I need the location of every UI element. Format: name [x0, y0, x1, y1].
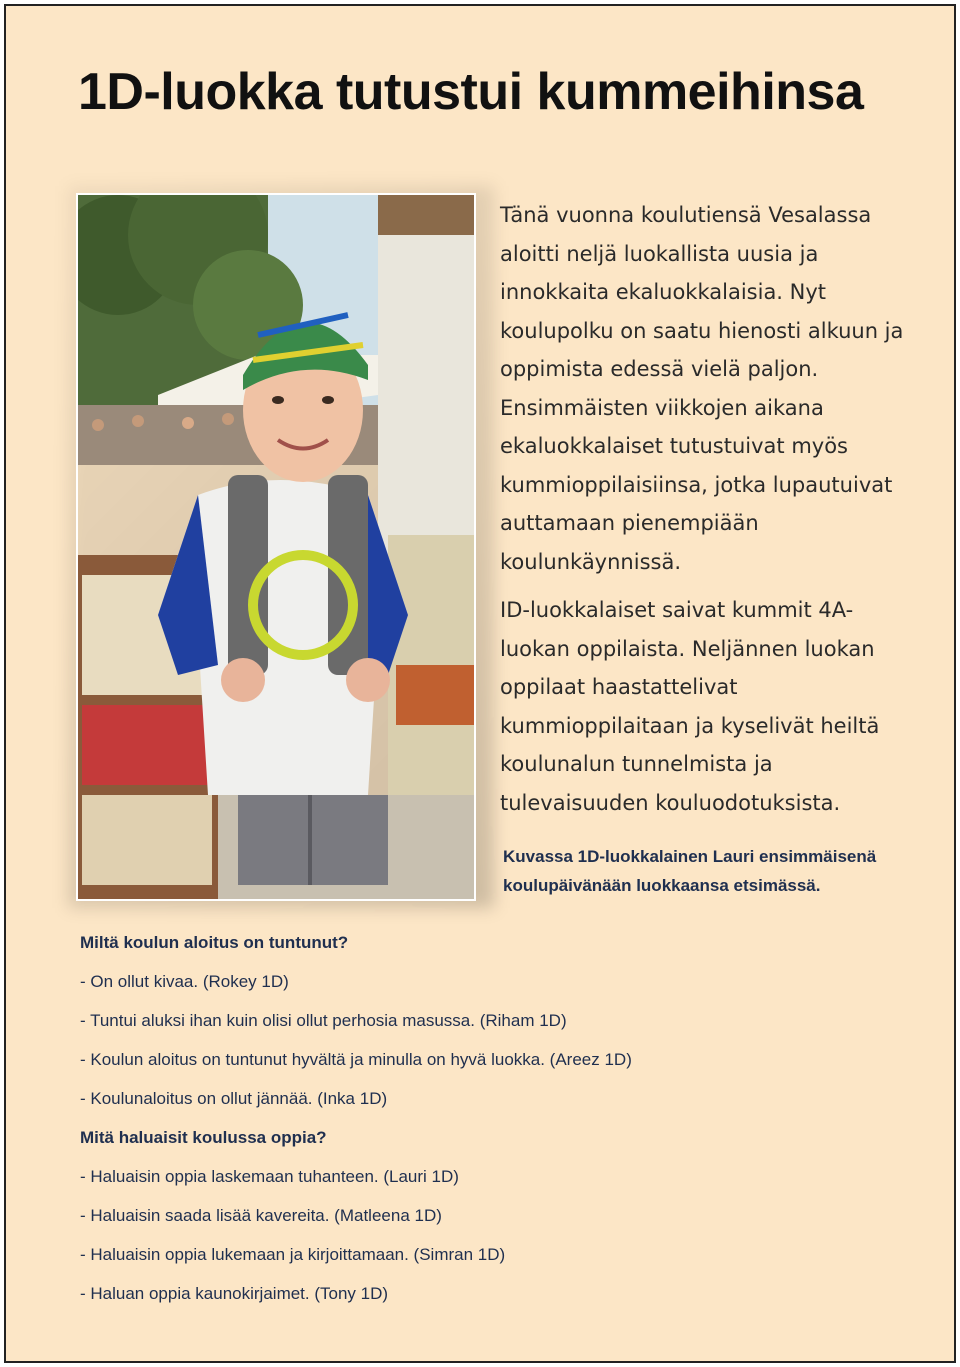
- intro-paragraph-1: Tänä vuonna koulutiensä Vesalassa aloitti neljä luokallista uusia ja innokkaita ekaluokkalaisia. Nyt koulupolku on saatu hienosti alkuun ja oppimista edessä vielä paljon. Ensimmäisten viikkojen aikana ekaluokkalaiset tutustuivat myös kummioppilaisiinsa, jotka lupautuivat auttamaan pienempiään koulunkäynnissä.: [500, 203, 904, 574]
- answer-line: - Koulunaloitus on ollut jännää. (Inka 1D): [80, 1089, 388, 1108]
- answer-line: - Haluaisin oppia laskemaan tuhanteen. (Lauri 1D): [80, 1167, 459, 1186]
- answer-line: - On ollut kivaa. (Rokey 1D): [80, 972, 289, 991]
- article-title: 1D-luokka tutustui kummeihinsa: [78, 63, 864, 121]
- photo-caption: Kuvassa 1D-luokkalainen Lauri ensimmäisenä koulupäivänään luokkaansa etsimässä.: [503, 847, 877, 895]
- interview-section: [80, 930, 920, 1320]
- question-heading: Miltä koulun aloitus on tuntunut?: [80, 933, 349, 952]
- answer-line: - Haluan oppia kaunokirjaimet. (Tony 1D): [80, 1284, 389, 1303]
- question-heading: Mitä haluaisit koulussa oppia?: [80, 1128, 327, 1147]
- article-photo: [76, 193, 476, 901]
- answer-line: - Koulun aloitus on tuntunut hyvältä ja minulla on hyvä luokka. (Areez 1D): [80, 1050, 632, 1069]
- answer-line: - Tuntui aluksi ihan kuin olisi ollut perhosia masussa. (Riham 1D): [80, 1011, 567, 1030]
- answer-line: - Haluaisin saada lisää kavereita. (Matleena 1D): [80, 1206, 442, 1225]
- boy-with-backpack-illustration: [78, 195, 474, 899]
- answer-line: - Haluaisin oppia lukemaan ja kirjoittamaan. (Simran 1D): [80, 1245, 506, 1264]
- article-intro: [500, 196, 920, 832]
- intro-paragraph-2: ID-luokkalaiset saivat kummit 4A-luokan oppilaista. Neljännen luokan oppilaat haastattelivat kummioppilaitaan ja kyselivät heiltä koulunalun tunnelmista ja tulevaisuuden kouluodotuksista.: [500, 598, 880, 815]
